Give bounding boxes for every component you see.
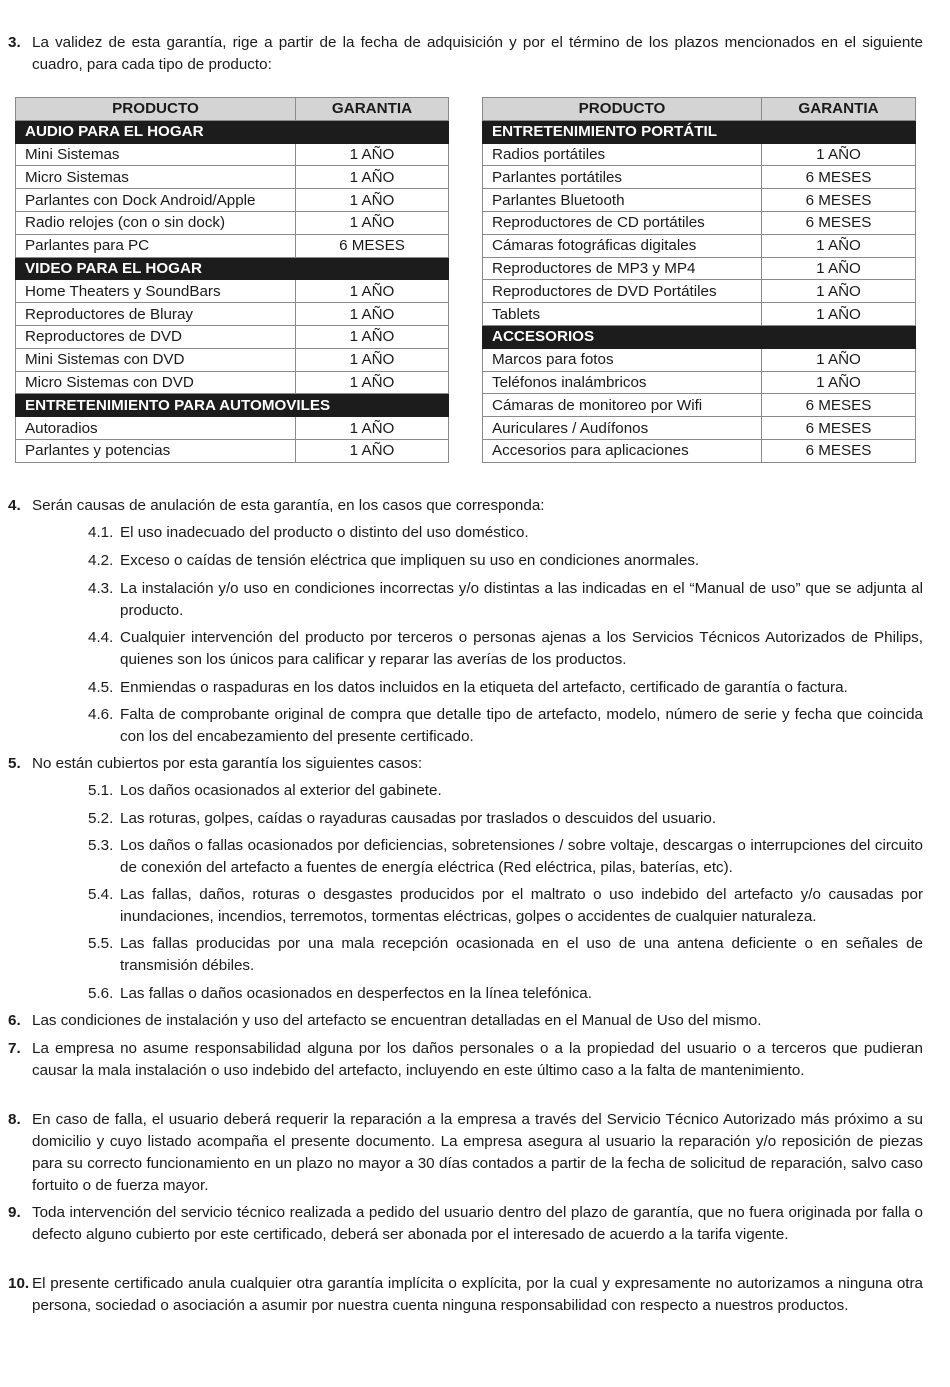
clause-text: Toda intervención del servicio técnico realizada a pedido del usuario dentro del plazo de garantía, que no fuera originada por falla o defecto alguno cubierto por este certificado, deberá ser abonada por el interesado de acuerdo a la tarifa vigente.: [32, 1204, 923, 1243]
product-cell: Auriculares / Audífonos: [483, 417, 762, 440]
subclause-number: 5.3.: [88, 837, 114, 854]
table-section-row: [16, 257, 449, 280]
product-cell: Reproductores de DVD Portátiles: [483, 280, 762, 303]
subclause-5-4: [88, 884, 923, 928]
product-cell: Cámaras de monitoreo por Wifi: [483, 394, 762, 417]
warranty-cell: 1 AÑO: [296, 325, 449, 348]
section-title: ACCESORIOS: [483, 325, 916, 348]
table-row: [16, 189, 449, 212]
subclause-text: Las roturas, golpes, caídas o rayaduras causadas por traslados o descuidos del usuario.: [120, 810, 717, 827]
table-section-row: [16, 120, 449, 143]
table-section-row: [483, 120, 916, 143]
section-title: AUDIO PARA EL HOGAR: [16, 120, 449, 143]
table-row: [483, 394, 916, 417]
clause-text: La empresa no asume responsabilidad alguna por los daños personales o a la propiedad del usuario o a terceros que pudieran causar la mala instalación o uso indebido del artefacto, incluyendo en este último caso a la falta de mantenimiento.: [32, 1040, 923, 1079]
table-row: [16, 280, 449, 303]
clause-6: [8, 1010, 923, 1032]
warranty-cell: 1 AÑO: [296, 189, 449, 212]
warranty-table-left: [15, 97, 449, 463]
warranty-cell: 1 AÑO: [296, 143, 449, 166]
warranty-cell: 6 MESES: [762, 211, 916, 234]
subclause-text: La instalación y/o uso en condiciones incorrectas y/o distintas a las indicadas en el “Manual de uso” que se adjunta al producto.: [120, 580, 923, 619]
warranty-table-right: [482, 97, 916, 463]
table-row: [483, 234, 916, 257]
table-row: [16, 417, 449, 440]
table-row: [483, 211, 916, 234]
table-row: [16, 143, 449, 166]
clause-number: 3.: [8, 34, 21, 51]
warranty-cell: 1 AÑO: [762, 143, 916, 166]
warranty-cell: 6 MESES: [762, 189, 916, 212]
clause-5: [8, 753, 923, 775]
subclause-text: Exceso o caídas de tensión eléctrica que impliquen su uso en condiciones anormales.: [120, 552, 700, 569]
clause-9: [8, 1202, 923, 1246]
warranty-cell: 6 MESES: [762, 394, 916, 417]
warranty-cell: 1 AÑO: [762, 371, 916, 394]
warranty-cell: 1 AÑO: [762, 348, 916, 371]
clause-text: En caso de falla, el usuario deberá requerir la reparación a la empresa a través del Servicio Técnico Autorizado más próximo a su domicilio y cuyo listado acompaña el presente documento. La empresa asegura al usuario la reparación y/o reposición de piezas para su correcto funcionamiento en un plazo no mayor a 30 días contados a partir de la fecha de solicitud de reparación, salvo caso fortuito o de fuerza mayor.: [32, 1111, 923, 1194]
clause-number: 4.: [8, 497, 21, 514]
product-cell: Tablets: [483, 303, 762, 326]
column-header-warranty: GARANTIA: [296, 98, 449, 121]
subclause-number: 4.4.: [88, 629, 114, 646]
table-row: [483, 257, 916, 280]
section-title: ENTRETENIMIENTO PARA AUTOMOVILES: [16, 394, 449, 417]
product-cell: Cámaras fotográficas digitales: [483, 234, 762, 257]
table-section-row: [16, 394, 449, 417]
warranty-cell: 1 AÑO: [762, 234, 916, 257]
clause-text: Las condiciones de instalación y uso del artefacto se encuentran detalladas en el Manual de Uso del mismo.: [32, 1012, 762, 1029]
clause-number: 10.: [8, 1275, 30, 1292]
product-cell: Marcos para fotos: [483, 348, 762, 371]
subclause-number: 4.3.: [88, 580, 114, 597]
subclause-5-2: [88, 808, 923, 830]
warranty-cell: 1 AÑO: [296, 280, 449, 303]
product-cell: Home Theaters y SoundBars: [16, 280, 296, 303]
subclause-number: 4.2.: [88, 552, 114, 569]
table-row: [16, 439, 449, 462]
product-cell: Reproductores de Bluray: [16, 303, 296, 326]
warranty-cell: 1 AÑO: [762, 280, 916, 303]
table-header-row: [483, 98, 916, 121]
subclause-text: Cualquier intervención del producto por terceros o personas ajenas a los Servicios Técnicos Autorizados de Philips, quienes son los únicos para calificar y reparar las averías de los productos.: [120, 629, 923, 668]
product-cell: Micro Sistemas con DVD: [16, 371, 296, 394]
subclause-5-1: [88, 780, 923, 802]
table-row: [483, 371, 916, 394]
clause-number: 8.: [8, 1111, 21, 1128]
table-row: [16, 234, 449, 257]
warranty-cell: 6 MESES: [762, 166, 916, 189]
clause-number: 5.: [8, 755, 21, 772]
clause-text: Serán causas de anulación de esta garantía, en los casos que corresponda:: [32, 497, 545, 514]
table-row: [483, 166, 916, 189]
product-cell: Micro Sistemas: [16, 166, 296, 189]
subclause-number: 4.5.: [88, 679, 114, 696]
table-row: [483, 303, 916, 326]
product-cell: Parlantes y potencias: [16, 439, 296, 462]
warranty-cell: 1 AÑO: [296, 439, 449, 462]
section-title: ENTRETENIMIENTO PORTÁTIL: [483, 120, 916, 143]
table-row: [16, 303, 449, 326]
product-cell: Parlantes Bluetooth: [483, 189, 762, 212]
product-cell: Mini Sistemas con DVD: [16, 348, 296, 371]
subclause-4-3: [88, 578, 923, 622]
clause-number: 7.: [8, 1040, 21, 1057]
subclause-4-2: [88, 550, 923, 572]
table-row: [483, 143, 916, 166]
subclause-number: 5.6.: [88, 985, 114, 1002]
table-section-row: [483, 325, 916, 348]
column-header-product: PRODUCTO: [16, 98, 296, 121]
subclause-text: Las fallas producidas por una mala recepción ocasionada en el uso de una antena deficiente o en señales de transmisión débiles.: [120, 935, 923, 974]
product-cell: Parlantes para PC: [16, 234, 296, 257]
product-cell: Accesorios para aplicaciones: [483, 439, 762, 462]
warranty-cell: 6 MESES: [762, 417, 916, 440]
product-cell: Autoradios: [16, 417, 296, 440]
subclause-4-4: [88, 627, 923, 671]
product-cell: Parlantes con Dock Android/Apple: [16, 189, 296, 212]
clause-4: [8, 495, 923, 517]
clause-7: [8, 1038, 923, 1082]
clause-3: [8, 32, 923, 76]
clause-text: El presente certificado anula cualquier otra garantía implícita o explícita, por la cual y expresamente no autorizamos a ninguna otra persona, sociedad o asociación a asumir por nuestra cuenta ninguna responsabilidad con respecto a nuestros productos.: [32, 1275, 923, 1314]
subclause-text: Las fallas, daños, roturas o desgastes producidos por el maltrato o uso indebido del artefacto y/o causadas por inundaciones, incendios, terremotos, tormentas eléctricas, golpes o accidentes de cualquier naturaleza.: [120, 886, 923, 925]
table-row: [483, 417, 916, 440]
subclause-text: Falta de comprobante original de compra que detalle tipo de artefacto, modelo, número de serie y fecha que coincida con los del encabezamiento del presente certificado.: [120, 706, 923, 745]
warranty-cell: 1 AÑO: [296, 303, 449, 326]
table-row: [16, 211, 449, 234]
subclause-text: El uso inadecuado del producto o distinto del uso doméstico.: [120, 524, 529, 541]
clause-8: [8, 1109, 923, 1197]
product-cell: Reproductores de DVD: [16, 325, 296, 348]
table-row: [16, 371, 449, 394]
subclause-number: 5.4.: [88, 886, 114, 903]
warranty-cell: 1 AÑO: [296, 417, 449, 440]
product-cell: Reproductores de MP3 y MP4: [483, 257, 762, 280]
warranty-cell: 1 AÑO: [296, 348, 449, 371]
warranty-cell: 1 AÑO: [762, 257, 916, 280]
table-row: [483, 280, 916, 303]
subclause-4-1: [88, 522, 923, 544]
subclause-number: 4.1.: [88, 524, 114, 541]
product-cell: Radio relojes (con o sin dock): [16, 211, 296, 234]
subclause-number: 5.5.: [88, 935, 114, 952]
subclause-4-6: [88, 704, 923, 748]
clause-number: 6.: [8, 1012, 21, 1029]
column-header-product: PRODUCTO: [483, 98, 762, 121]
subclause-text: Enmiendas o raspaduras en los datos incluidos en la etiqueta del artefacto, certificado de garantía o factura.: [120, 679, 848, 696]
table-row: [483, 189, 916, 212]
subclause-number: 5.2.: [88, 810, 114, 827]
clause-text: La validez de esta garantía, rige a partir de la fecha de adquisición y por el término de los plazos mencionados en el siguiente cuadro, para cada tipo de producto:: [32, 34, 923, 73]
product-cell: Teléfonos inalámbricos: [483, 371, 762, 394]
subclause-5-6: [88, 983, 923, 1005]
subclause-text: Los daños ocasionados al exterior del gabinete.: [120, 782, 442, 799]
clause-number: 9.: [8, 1204, 21, 1221]
subclause-5-5: [88, 933, 923, 977]
product-cell: Mini Sistemas: [16, 143, 296, 166]
subclause-text: Los daños o fallas ocasionados por deficiencias, sobretensiones / sobre voltaje, descargas o interrupciones del circuito de conexión del artefacto a fuentes de energía eléctrica (Red eléctrica, pilas, baterías, etc).: [120, 837, 923, 876]
warranty-cell: 6 MESES: [762, 439, 916, 462]
warranty-cell: 6 MESES: [296, 234, 449, 257]
warranty-cell: 1 AÑO: [296, 211, 449, 234]
section-title: VIDEO PARA EL HOGAR: [16, 257, 449, 280]
product-cell: Parlantes portátiles: [483, 166, 762, 189]
table-row: [16, 166, 449, 189]
clause-10: [8, 1273, 923, 1317]
product-cell: Radios portátiles: [483, 143, 762, 166]
warranty-cell: 1 AÑO: [296, 166, 449, 189]
table-row: [483, 439, 916, 462]
clause-text: No están cubiertos por esta garantía los siguientes casos:: [32, 755, 423, 772]
warranty-cell: 1 AÑO: [296, 371, 449, 394]
subclause-number: 4.6.: [88, 706, 114, 723]
warranty-cell: 1 AÑO: [762, 303, 916, 326]
table-row: [483, 348, 916, 371]
column-header-warranty: GARANTIA: [762, 98, 916, 121]
subclause-text: Las fallas o daños ocasionados en desperfectos en la línea telefónica.: [120, 985, 592, 1002]
subclause-4-5: [88, 677, 923, 699]
table-row: [16, 325, 449, 348]
table-header-row: [16, 98, 449, 121]
table-row: [16, 348, 449, 371]
subclause-5-3: [88, 835, 923, 879]
product-cell: Reproductores de CD portátiles: [483, 211, 762, 234]
subclause-number: 5.1.: [88, 782, 114, 799]
